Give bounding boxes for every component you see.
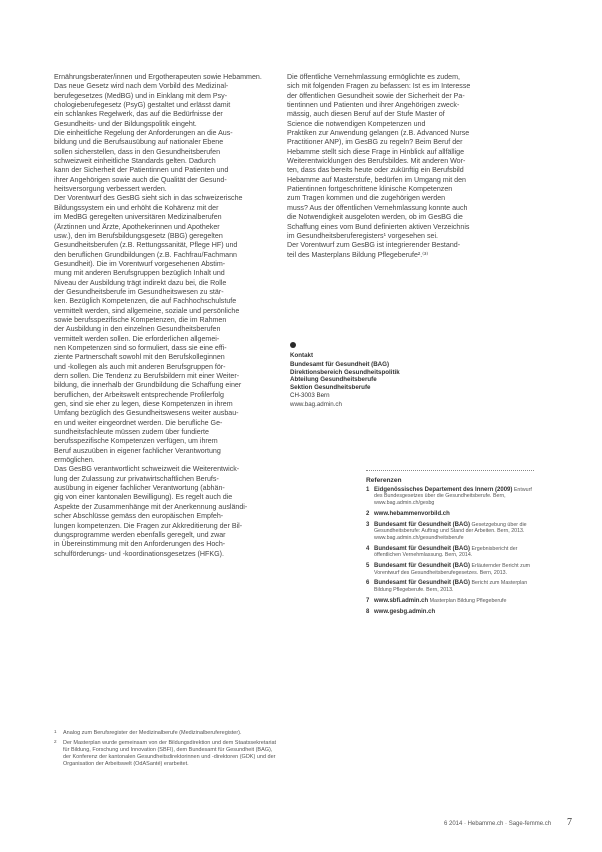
text-line: und -kollegen als auch mit anderen Berufsgruppen för- — [54, 362, 226, 371]
references-divider — [366, 470, 534, 471]
text-line: sowie berufsspezifische Kompetenzen, die im Rahmen — [54, 315, 227, 324]
text-line: schweizweit einheitliche Standards gelten. Dadurch — [54, 157, 216, 166]
text-line: gen, sind sie eher zu legen, diese Kompetenzen in ihrem — [54, 400, 233, 409]
text-line: sollen sicherstellen, dass in den Gesundheitsberufen — [54, 147, 221, 156]
text-line: Gesundheits- und der Bildungspolitik eingeht. — [54, 119, 197, 128]
text-line: ten, dass das bereits heute oder zukünftig ein Berufsbild — [287, 166, 464, 175]
text-line: Das GesBG verantwortlicht schweizweit die Weiterentwick- — [54, 465, 240, 474]
text-line: (Ärztinnen und Ärzte, Apothekerinnen und Apotheker — [54, 222, 220, 231]
text-line: zum Tragen kommen und die zugehörigen werden — [287, 194, 446, 203]
text-line: Practitioner ANP), im GesBG zu regeln? Beim Beruf der — [287, 138, 463, 147]
reference-title: www.gesbg.admin.ch — [374, 608, 436, 615]
contact-line: CH-3003 Bern — [290, 391, 330, 399]
text-line: der öffentlichen Gesundheit sowie der Sicherheit der Pa- — [287, 91, 465, 100]
text-line: dern sollen. Die Tendenz zu Berufsbildern mit einer Weiter- — [54, 372, 240, 380]
reference-item — [366, 511, 534, 518]
text-line: sundheitsfachleute müssen zudem über fundierte — [54, 428, 209, 437]
text-line: den beruflichen Grundbildungen (z.B. Fachfrau/Fachmann — [54, 250, 237, 259]
reference-text: Gesetzgebung über die Gesundheitsberufe: Auftrag und Stand der Arbeiten. Bern, 2013. www.bag.admin.ch/gesundheitsberufe — [374, 521, 527, 541]
reference-number: 2 — [366, 510, 370, 517]
reference-number: 4 — [366, 545, 370, 552]
text-line: muss? Aus der öffentlichen Vernehmlassung konnte auch — [287, 203, 468, 212]
footnote-text: Der Masterplan wurde gemeinsam von der Bildungsdirektion und dem Staatssekretariat für Bildung, Forschung und Innovation (SBFI), dem Bundesamt für Gesundheit (BAG), der Konferenz der kantonalen Gesundheitsdirektorinnen und -direktoren (GDK) und der Organisation der Arbeitswelt (OdASanté) erarbeitet. — [63, 739, 277, 767]
text-line: dungsprogramme werden ebenfalls geregelt, und zwar — [54, 530, 226, 539]
text-line: berufegesetzes (MedBG) und in Einklang mit dem Psy- — [54, 91, 228, 100]
text-line: ausübung in eigener fachlicher Verantwortung (abhän- — [54, 484, 225, 493]
reference-item — [366, 580, 534, 593]
reference-item — [366, 522, 534, 542]
article-left-column — [54, 73, 282, 559]
reference-text: Ergebnisbericht der öffentlichen Vernehmlassung. Bern, 2014. — [374, 545, 518, 559]
reference-title: Eidgenössisches Departement des Innern (2009) — [374, 486, 513, 493]
text-line: bildung, die innerhalb der Grundbildung die Schaffung einer — [54, 381, 242, 390]
text-line: nen Kompetenzen sind so formuliert, dass sie eine effi- — [54, 343, 227, 352]
text-line: im MedBG geregelten universitären Medizinalberufen — [54, 213, 222, 222]
text-line: Praktiken zur Anwendung gelangen (z.B. Advanced Nurse — [287, 129, 470, 138]
reference-item — [366, 546, 534, 559]
text-line: im Gesundheitsberuferegisters¹ vorgesehen sei. — [287, 231, 439, 240]
text-line: Gesundheit). Die im Vorentwurf vorgesehenen Abstim- — [54, 259, 226, 268]
footnote — [54, 740, 278, 768]
reference-number: 7 — [366, 597, 370, 604]
contact-line: Direktionsbereich Gesundheitspolitik — [290, 368, 400, 376]
text-line: Hebamme auf Masterstufe, bedürfen im Umgang mit den — [287, 175, 467, 184]
text-line: mung mit anderen Berufsgruppen bezüglich Inhalt und — [54, 269, 225, 278]
reference-number: 6 — [366, 580, 370, 587]
text-line: usw.), den im Berufsbildungsgesetz (BBG) geregelten — [54, 231, 223, 240]
text-line: die Notwendigkeit ausgeloten werden, ob im GesBG die — [287, 213, 463, 222]
footnotes — [54, 730, 278, 771]
text-line: mässig, auch diesen Beruf auf der Stufe Master of — [287, 110, 445, 119]
footnote-marker: 2 — [54, 738, 57, 744]
contact-box — [290, 352, 490, 409]
reference-title: Bundesamt für Gesundheit (BAG) — [374, 563, 471, 570]
contact-heading: Kontakt — [290, 352, 314, 359]
reference-text: Bericht zum Masterplan Bildung Pflegeberufe. Bern, 2013. — [374, 580, 528, 594]
contact-organization — [290, 361, 490, 400]
text-line: ermöglichen. — [54, 456, 95, 465]
references-heading: Referenzen — [366, 477, 402, 484]
text-line: lung der Zulassung zur privatwirtschaftlichen Berufs- — [54, 474, 219, 483]
reference-title: Bundesamt für Gesundheit (BAG) — [374, 580, 471, 587]
text-line: Aspekte der Zusammenhänge mit der Anerkennung ausländi- — [54, 502, 248, 511]
reference-title: Bundesamt für Gesundheit (BAG) — [374, 545, 471, 552]
references-list — [366, 487, 534, 616]
text-line: beruflichen, der Arbeitswelt entsprechende Profilerfolg — [54, 390, 224, 399]
reference-number: 1 — [366, 486, 370, 493]
text-line: Niveau der Ausbildung trägt indirekt dazu bei, die Rolle — [54, 278, 227, 287]
reference-text: Masterplan Bildung Pflegeberufe — [429, 597, 507, 604]
reference-number: 3 — [366, 521, 370, 528]
text-line: ihrer Angehörigen sowie auch die Qualität der Gesund- — [54, 175, 227, 184]
text-line: vermittelt werden, sind allgemeine, soziale und persönliche — [54, 306, 240, 315]
text-line: Schaffung eines vom Bund definierten aktiven Verzeichnis — [287, 222, 470, 231]
text-line: ein schlankes Regelwerk, das auf die Bedürfnisse der — [54, 110, 223, 119]
text-line: tientinnen und Patienten und ihrer Angehörigen zweck- — [287, 101, 460, 110]
text-line: sich mit folgenden Fragen zu befassen: Ist es im Interesse — [287, 82, 471, 91]
contact-line: Bundesamt für Gesundheit (BAG) — [290, 360, 390, 368]
text-line: Gesundheitsberufen (z.B. Rettungssanität, Pflege HF) und — [54, 241, 238, 250]
contact-url-link[interactable]: www.bag.admin.ch — [290, 400, 342, 408]
text-line: gig von einer kantonalen Bewilligung). Es regelt auch die — [54, 493, 233, 502]
text-line: Die einheitliche Regelung der Anforderungen an die Aus- — [54, 129, 233, 138]
footnote — [54, 730, 278, 737]
text-line: berufsspezifische Kompetenzen verfügen, um ihrem — [54, 437, 218, 446]
text-line: Bildungssystem ein und erhöht die Kohärenz mit der — [54, 203, 219, 212]
reference-text: Entwurf des Bundesgesetzes über die Gesundheitsberufe. Bern, www.bag.admin.ch/gesbg — [374, 486, 532, 507]
reference-item — [366, 563, 534, 576]
text-line: Der Vorentwurf des GesBG sieht sich in das schweizerische — [54, 194, 243, 203]
reference-title: www.sbfi.admin.ch — [374, 597, 429, 604]
text-line: lungen kompetenzen. Die Fragen zur Akkreditierung der Bil- — [54, 521, 243, 530]
text-line: Die öffentliche Vernehmlassung ermöglichte es zudem, — [287, 73, 460, 81]
text-line: vermittelt werden sollen. Die erforderlichen allgemei- — [54, 334, 220, 343]
page-number: 7 — [567, 817, 572, 828]
reference-number: 8 — [366, 608, 370, 615]
reference-title: Bundesamt für Gesundheit (BAG) — [374, 521, 471, 528]
text-line: der Ausbildung in den einzelnen Gesundheitsberufen — [54, 325, 221, 334]
text-line: Patientinnen fortgeschrittene klinische Kompetenzen — [287, 185, 453, 194]
reference-text: Erläuternder Bericht zum Vorentwurf des Gesundheitsberufegesetzes. Bern, 2013. — [374, 563, 531, 576]
text-line: in Übereinstimmung mit den Anforderungen des Hoch- — [54, 540, 226, 549]
text-line: Weiterentwicklungen des Berufsbildes. Mit anderen Wor- — [287, 157, 466, 166]
article-right-column — [287, 73, 519, 260]
text-line: kann der Sicherheit der Patientinnen und Patienten und — [54, 166, 229, 175]
text-line: Beruf auszuüben in eigener fachlicher Verantwortung — [54, 446, 221, 455]
contact-bullet-icon — [290, 342, 296, 348]
text-line: Umfang bezüglich des Gesundheitswesens weiter ausbau- — [54, 409, 239, 418]
text-line: Ernährungsberater/innen und Ergotherapeuten sowie Hebammen. — [54, 73, 262, 81]
footnote-text: Analog zum Berufsregister der Medizinalberufe (Medizinalberuferegister). — [63, 730, 242, 736]
footnote-marker: 1 — [54, 729, 57, 734]
references-section — [366, 478, 534, 619]
text-line: teil des Masterplans Bildung Pflegeberufe².⁽³⁾ — [287, 250, 429, 259]
text-line: ken. Bezüglich Kompetenzen, die auf Fachhochschulstufe — [54, 297, 237, 306]
text-line: en und weiter eingeordnet werden. Die berufliche Ge- — [54, 418, 223, 427]
text-line: ziente Partnerschaft sowohl mit den Berufskolleginnen — [54, 353, 225, 362]
footer-issue: 6 2014 · Hebamme.ch · Sage-femme.ch — [444, 821, 552, 827]
text-line: scher Abschlüsse gemäss den europäischen Empfeh- — [54, 512, 224, 521]
text-line: schulförderungs- und -koordinationsgesetzes (HFKG). — [54, 549, 224, 558]
text-line: Der Vorentwurf zum GesBG ist integrierender Bestand- — [287, 241, 461, 250]
text-line: bildung und die Berufsausübung auf nationaler Ebene — [54, 138, 224, 147]
reference-item — [366, 487, 534, 507]
text-line: Science die notwendigen Kompetenzen und — [287, 119, 426, 128]
reference-item — [366, 609, 534, 616]
reference-number: 5 — [366, 563, 370, 570]
reference-item — [366, 598, 534, 605]
text-line: Das neue Gesetz wird nach dem Vorbild des Medizinal- — [54, 82, 229, 91]
contact-line: Sektion Gesundheitsberufe — [290, 384, 371, 392]
reference-title: www.hebammenvorbild.ch — [374, 510, 450, 517]
text-line: chologieberufegesetz (PsyG) gestaltet und erlässt damit — [54, 101, 231, 110]
text-line: der Gesundheitsberufe im Gesundheitswesen zu stär- — [54, 287, 224, 296]
text-line: Hebamme stellt sich diese Frage in Hinblick auf allfällige — [287, 147, 465, 156]
text-line: heitsversorgung verbessert werden. — [54, 185, 167, 194]
contact-line: Abteilung Gesundheitsberufe — [290, 376, 377, 384]
